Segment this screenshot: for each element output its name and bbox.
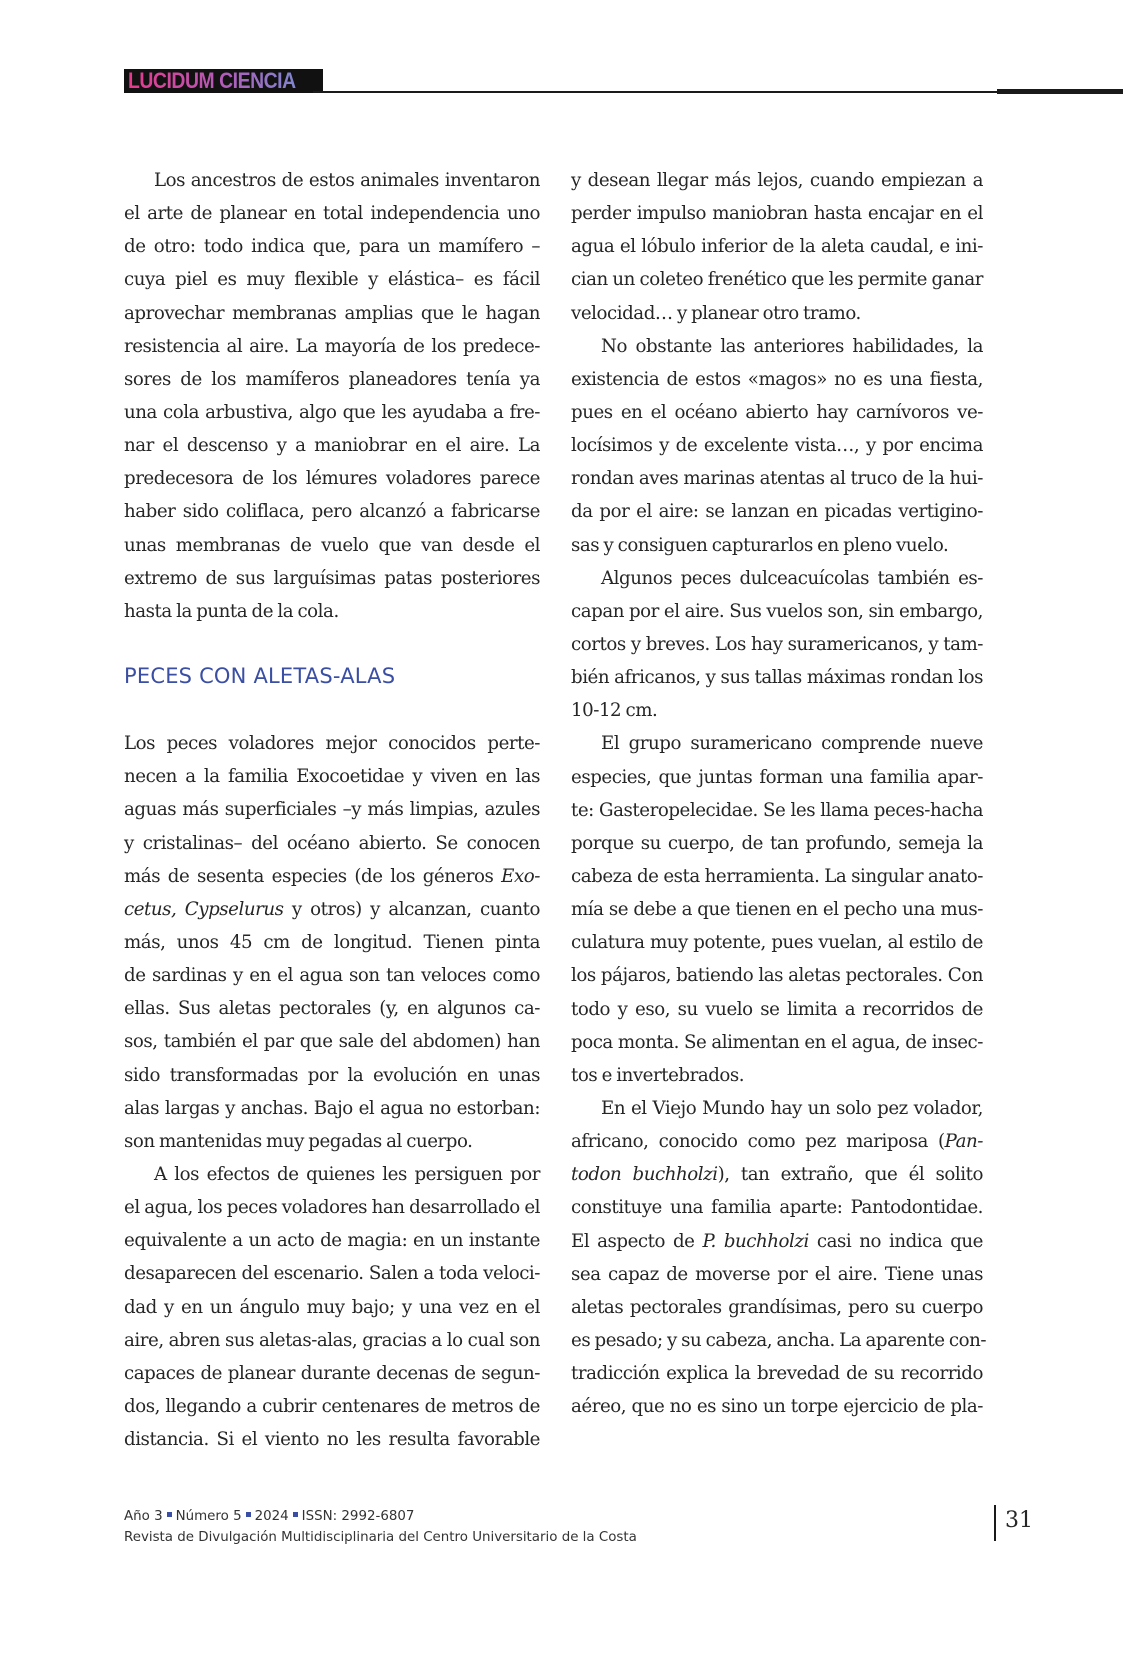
- italic-species-name: P. buchholzi: [702, 1230, 809, 1252]
- text-line: A los efectos de quienes les persiguen por: [154, 1163, 540, 1185]
- text-run: más de sesenta especies (de los géneros: [124, 865, 502, 887]
- italic-genus-name: Exo-: [501, 865, 540, 887]
- text-line: pues en el océano abierto hay carnívoros ve-: [571, 401, 983, 423]
- text-line: sea capaz de moverse por el aire. Tiene unas: [571, 1263, 983, 1285]
- paragraph: [124, 1158, 540, 1456]
- text-line: En el Viejo Mundo hay un solo pez volador,: [601, 1097, 983, 1119]
- text-line: distancia. Si el viento no les resulta favorable: [124, 1429, 540, 1451]
- text-line: cuya piel es muy flexible y elástica– es fácil: [124, 269, 540, 291]
- text-line: predecesora de los lémures voladores parece: [124, 468, 540, 490]
- text-line: alas largas y anchas. Bajo el agua no estorban:: [124, 1097, 540, 1119]
- text-line: perder impulso maniobran hasta encajar en el: [571, 203, 983, 225]
- paragraph: [124, 727, 540, 1158]
- text-line: resistencia al aire. La mayoría de los predece-: [124, 335, 540, 357]
- text-line: constituye una familia aparte: Pantodontidae.: [571, 1197, 983, 1219]
- italic-species-name: todon buchholzi: [571, 1164, 718, 1186]
- header-rule-accent: [997, 89, 1123, 94]
- text-line: cian un coleteo frenético que les permite ganar: [571, 269, 983, 291]
- text-line: locísimos y de excelente vista…, y por encima: [571, 435, 983, 457]
- text-run: El aspecto de: [571, 1230, 703, 1252]
- text-line: [571, 1158, 983, 1191]
- text-line: [571, 1125, 983, 1158]
- text-line: ellas. Sus aletas pectorales (y, en algunos ca-: [124, 998, 540, 1020]
- text-line: unas membranas de vuelo que van desde el: [124, 534, 540, 556]
- publication-year: 2024: [254, 1509, 289, 1524]
- text-line: sido transformadas por la evolución en unas: [124, 1064, 540, 1086]
- text-line: existencia de estos «magos» no es una fiesta,: [571, 368, 983, 390]
- text-line: nar el descenso y a maniobrar en el aire. La: [124, 435, 540, 457]
- text-line: aprovechar membranas amplias que le hagan: [124, 302, 540, 324]
- text-line: necen a la familia Exocoetidae y viven en las: [124, 766, 540, 788]
- text-line: todo y eso, su vuelo se limita a recorridos de: [571, 998, 983, 1020]
- text-line: da por el aire: se lanzan en picadas vertigino-: [571, 501, 983, 523]
- text-line: agua el lóbulo inferior de la aleta caudal, e ini-: [571, 236, 983, 258]
- text-line: hasta la punta de la cola.: [124, 600, 339, 622]
- text-line: los pájaros, batiendo las aletas pectorales. Con: [571, 965, 983, 987]
- text-line: el agua, los peces voladores han desarrollado el: [124, 1197, 540, 1219]
- text-line: [124, 860, 540, 893]
- square-bullet-icon: [293, 1512, 298, 1517]
- text-line: cabeza de esta herramienta. La singular anato-: [571, 865, 983, 887]
- text-line: desaparecen del escenario. Salen a toda veloci-: [124, 1263, 540, 1285]
- issue-info: [124, 1506, 637, 1527]
- text-line: equivalente a un acto de magia: en un instante: [124, 1230, 540, 1252]
- text-line: tos e invertebrados.: [571, 1064, 745, 1086]
- paragraph: [571, 330, 983, 562]
- text-line: dos, llegando a cubrir centenares de metros de: [124, 1395, 540, 1417]
- italic-genus-name: cetus, Cypselurus: [124, 898, 284, 920]
- text-line: 10-12 cm.: [571, 700, 658, 722]
- text-line: especies, que juntas forman una familia apar-: [571, 766, 983, 788]
- text-line: bién africanos, y sus tallas máximas rondan los: [571, 667, 983, 689]
- italic-species-name: Pan-: [944, 1131, 983, 1153]
- text-line: son mantenidas muy pegadas al cuerpo.: [124, 1130, 473, 1152]
- text-line: rondan aves marinas atentas al truco de la hui-: [571, 468, 983, 490]
- text-line: porque su cuerpo, de tan profundo, semeja la: [571, 832, 983, 854]
- text-line: aguas más superficiales –y más limpias, azules: [124, 799, 540, 821]
- text-line: poca monta. Se alimentan en el agua, de insec-: [571, 1031, 983, 1053]
- journal-description: Revista de Divulgación Multidisciplinaria del Centro Universitario de la Costa: [124, 1530, 637, 1545]
- text-run: casi no indica que: [808, 1230, 983, 1252]
- text-line: una cola arbustiva, algo que les ayudaba a fre-: [124, 401, 540, 423]
- text-line: sas y consiguen capturarlos en pleno vuelo.: [571, 534, 949, 556]
- square-bullet-icon: [246, 1512, 251, 1517]
- text-line: capaces de planear durante decenas de segun-: [124, 1362, 540, 1384]
- right-column: [571, 164, 987, 1423]
- left-column: [124, 164, 540, 1456]
- text-line: es pesado; y su cabeza, ancha. La aparente con-: [571, 1329, 987, 1351]
- footer-meta: [124, 1506, 637, 1548]
- text-line: No obstante las anteriores habilidades, la: [601, 335, 983, 357]
- issue-number: Número 5: [175, 1509, 242, 1524]
- paragraph: [571, 727, 983, 1092]
- journal-title: LUCIDUM CIENCIA: [128, 68, 296, 93]
- text-line: [571, 1225, 983, 1258]
- paragraph: [571, 562, 983, 728]
- text-line: sores de los mamíferos planeadores tenía ya: [124, 368, 540, 390]
- journal-header: [124, 69, 323, 93]
- page-number-separator: [994, 1505, 996, 1541]
- text-line: tradicción explica la brevedad de su recorrido: [571, 1363, 983, 1385]
- text-line: mía se debe a que tienen en el pecho una mus-: [571, 899, 983, 921]
- text-line: capan por el aire. Sus vuelos son, sin embargo,: [571, 600, 983, 622]
- text-line: el arte de planear en total independencia uno: [124, 203, 540, 225]
- section-heading: PECES CON ALETAS-ALAS: [124, 663, 396, 688]
- volume-year: Año 3: [124, 1509, 163, 1524]
- paragraph: [571, 164, 983, 330]
- text-line: [124, 893, 540, 926]
- text-run: y otros) y alcanzan, cuanto: [283, 898, 540, 920]
- text-run: ), tan extraño, que él solito: [717, 1164, 983, 1186]
- text-line: culatura muy potente, pues vuelan, al estilo de: [571, 932, 983, 954]
- text-line: Los ancestros de estos animales inventaron: [154, 170, 540, 191]
- text-run: africano, conocido como pez mariposa (: [571, 1131, 945, 1153]
- text-line: aire, abren sus aletas-alas, gracias a lo cual son: [124, 1329, 540, 1351]
- text-line: aéreo, que no es sino un torpe ejercicio de pla-: [571, 1396, 983, 1418]
- paragraph: [571, 1092, 987, 1423]
- square-bullet-icon: [167, 1512, 172, 1517]
- text-line: dad y en un ángulo muy bajo; y una vez en el: [124, 1296, 540, 1318]
- text-line: El grupo suramericano comprende nueve: [601, 733, 983, 755]
- text-line: cortos y breves. Los hay suramericanos, y tam-: [571, 633, 983, 655]
- page-number: 31: [1005, 1508, 1033, 1533]
- text-line: haber sido coliflaca, pero alcanzó a fabricarse: [124, 501, 540, 523]
- text-line: velocidad… y planear otro tramo.: [571, 302, 861, 324]
- text-line: Algunos peces dulceacuícolas también es-: [601, 567, 983, 589]
- text-line: y cristalinas– del océano abierto. Se conocen: [124, 832, 540, 854]
- text-line: más, unos 45 cm de longitud. Tienen pinta: [124, 931, 540, 953]
- issn: ISSN: 2992-6807: [301, 1509, 415, 1524]
- text-line: Los peces voladores mejor conocidos perte-: [124, 733, 540, 755]
- text-line: aletas pectorales grandísimas, pero su cuerpo: [571, 1296, 983, 1318]
- text-line: y desean llegar más lejos, cuando empiezan a: [571, 170, 983, 191]
- text-line: de otro: todo indica que, para un mamífero –: [124, 236, 540, 258]
- text-line: extremo de sus larguísimas patas posteriores: [124, 567, 540, 589]
- text-line: sos, también el par que sale del abdomen) han: [124, 1031, 540, 1053]
- text-line: de sardinas y en el agua son tan veloces como: [124, 965, 540, 987]
- paragraph: [124, 164, 540, 628]
- header-rule: [313, 91, 997, 93]
- text-line: te: Gasteropelecidae. Se les llama peces-hacha: [571, 799, 983, 821]
